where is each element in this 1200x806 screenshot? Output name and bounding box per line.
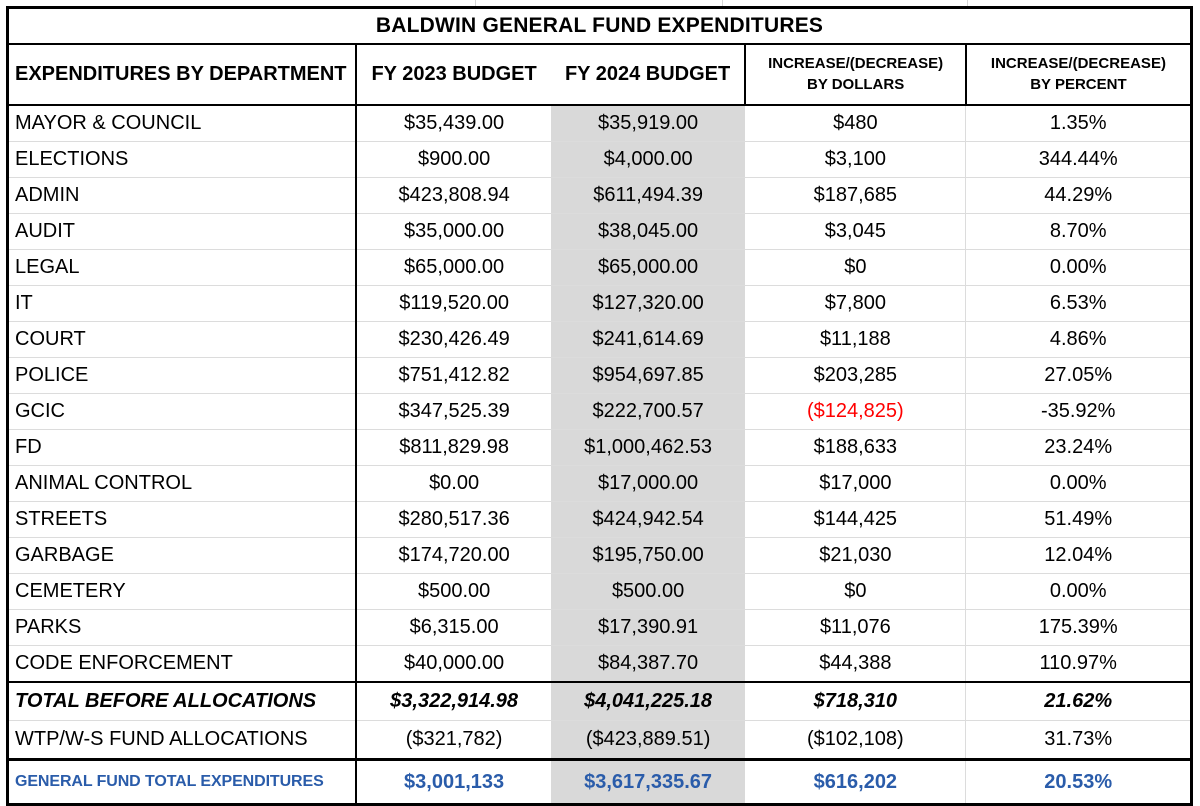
table-row	[8, 610, 1192, 646]
cell-department: WTP/W-S FUND ALLOCATIONS	[8, 721, 357, 760]
table-row	[8, 721, 1192, 760]
cell-fy2024: $84,387.70	[551, 646, 745, 683]
cell-dollars: $0	[745, 574, 966, 610]
cell-percent: 4.86%	[966, 322, 1192, 358]
table-title-row	[8, 8, 1192, 45]
cell-fy2023: $230,426.49	[356, 322, 550, 358]
table-title: BALDWIN GENERAL FUND EXPENDITURES	[8, 8, 1192, 45]
cell-fy2023: $6,315.00	[356, 610, 550, 646]
cell-fy2023: $347,525.39	[356, 394, 550, 430]
cell-percent: 31.73%	[966, 721, 1192, 760]
cell-department: IT	[8, 286, 357, 322]
cell-department: PARKS	[8, 610, 357, 646]
cell-fy2023: $0.00	[356, 466, 550, 502]
table-row	[8, 358, 1192, 394]
cell-fy2024: $611,494.39	[551, 178, 745, 214]
col-header-increase-dollars-line2: BY DOLLARS	[806, 75, 905, 93]
cell-dollars: $21,030	[745, 538, 966, 574]
expenditures-table	[6, 6, 1193, 806]
cell-department: ELECTIONS	[8, 142, 357, 178]
table-row	[8, 574, 1192, 610]
table-row	[8, 178, 1192, 214]
table-row	[8, 142, 1192, 178]
cell-dollars: $44,388	[745, 646, 966, 683]
cell-fy2024: $38,045.00	[551, 214, 745, 250]
cell-fy2024: $17,390.91	[551, 610, 745, 646]
cell-department: GENERAL FUND TOTAL EXPENDITURES	[8, 760, 357, 805]
cell-fy2023: ($321,782)	[356, 721, 550, 760]
cell-fy2024: $17,000.00	[551, 466, 745, 502]
cell-dollars: $11,188	[745, 322, 966, 358]
cell-percent: 8.70%	[966, 214, 1192, 250]
cell-percent: 344.44%	[966, 142, 1192, 178]
cell-fy2024: $241,614.69	[551, 322, 745, 358]
cell-percent: 0.00%	[966, 574, 1192, 610]
cell-fy2024: $1,000,462.53	[551, 430, 745, 466]
cell-dollars: $144,425	[745, 502, 966, 538]
cell-percent: 175.39%	[966, 610, 1192, 646]
cell-percent: 12.04%	[966, 538, 1192, 574]
cell-percent: -35.92%	[966, 394, 1192, 430]
cell-dollars: ($124,825)	[745, 394, 966, 430]
table-row	[8, 394, 1192, 430]
cell-dollars: $17,000	[745, 466, 966, 502]
cell-fy2023: $40,000.00	[356, 646, 550, 683]
table-row	[8, 250, 1192, 286]
cell-dollars: $718,310	[745, 682, 966, 721]
cell-percent: 23.24%	[966, 430, 1192, 466]
cell-percent: 0.00%	[966, 250, 1192, 286]
cell-fy2024: ($423,889.51)	[551, 721, 745, 760]
cell-percent: 51.49%	[966, 502, 1192, 538]
cell-department: CODE ENFORCEMENT	[8, 646, 357, 683]
cell-fy2024: $35,919.00	[551, 105, 745, 142]
col-header-increase-percent-line1: INCREASE/(DECREASE)	[990, 55, 1166, 73]
cell-fy2023: $35,000.00	[356, 214, 550, 250]
cell-fy2023: $3,001,133	[404, 770, 505, 793]
cell-percent: 110.97%	[966, 646, 1192, 683]
cell-percent: 27.05%	[966, 358, 1192, 394]
table-row	[8, 646, 1192, 683]
table-row	[8, 105, 1192, 142]
cell-department: FD	[8, 430, 357, 466]
cell-department: MAYOR & COUNCIL	[8, 105, 357, 142]
cell-department: AUDIT	[8, 214, 357, 250]
cell-dollars: $188,633	[745, 430, 966, 466]
table-row	[8, 502, 1192, 538]
cell-department: GCIC	[8, 394, 357, 430]
cell-dollars: ($102,108)	[745, 721, 966, 760]
cell-percent: 44.29%	[966, 178, 1192, 214]
table-row	[8, 538, 1192, 574]
table-row	[8, 214, 1192, 250]
cell-fy2024: $424,942.54	[551, 502, 745, 538]
col-header-increase-percent-line2: BY PERCENT	[1030, 75, 1127, 93]
cell-percent: 1.35%	[966, 105, 1192, 142]
col-header-increase-percent	[966, 44, 1192, 105]
cell-department: ADMIN	[8, 178, 357, 214]
table-row	[8, 466, 1192, 502]
cell-fy2024: $500.00	[551, 574, 745, 610]
cell-fy2023: $174,720.00	[356, 538, 550, 574]
cell-dollars: $480	[745, 105, 966, 142]
cell-fy2023: $119,520.00	[356, 286, 550, 322]
cell-dollars: $7,800	[745, 286, 966, 322]
cell-dollars: $3,045	[745, 214, 966, 250]
cell-fy2023: $65,000.00	[356, 250, 550, 286]
cell-fy2024: $222,700.57	[551, 394, 745, 430]
col-header-increase-dollars-line1: INCREASE/(DECREASE)	[768, 55, 944, 73]
cell-percent: 0.00%	[966, 466, 1192, 502]
table-row	[8, 682, 1192, 721]
cell-fy2024: $3,617,335.67	[551, 760, 745, 805]
table-body	[8, 105, 1192, 805]
cell-dollars: $187,685	[745, 178, 966, 214]
cell-percent: 21.62%	[966, 682, 1192, 721]
cell-department: GARBAGE	[8, 538, 357, 574]
col-header-fy2024-budget: FY 2024 BUDGET	[551, 44, 745, 105]
cell-department: TOTAL BEFORE ALLOCATIONS	[8, 682, 357, 721]
cell-fy2023: $751,412.82	[356, 358, 550, 394]
cell-dollars: $203,285	[745, 358, 966, 394]
table-header-row	[8, 44, 1192, 105]
cell-fy2023: $811,829.98	[356, 430, 550, 466]
cell-fy2023: $35,439.00	[356, 105, 550, 142]
cell-fy2024: $127,320.00	[551, 286, 745, 322]
cell-department: CEMETERY	[8, 574, 357, 610]
cell-department: COURT	[8, 322, 357, 358]
cell-dollars: $11,076	[745, 610, 966, 646]
cell-fy2023: $900.00	[356, 142, 550, 178]
cell-fy2024: $65,000.00	[551, 250, 745, 286]
cell-dollars: $3,100	[745, 142, 966, 178]
table-row	[8, 322, 1192, 358]
table-row	[8, 286, 1192, 322]
cell-department: LEGAL	[8, 250, 357, 286]
cell-fy2023: $280,517.36	[356, 502, 550, 538]
cell-percent: 6.53%	[966, 286, 1192, 322]
col-header-fy2023-budget: FY 2023 BUDGET	[356, 44, 550, 105]
table-row	[8, 430, 1192, 466]
cell-fy2024: $954,697.85	[551, 358, 745, 394]
cell-dollars: $616,202	[745, 760, 966, 805]
cell-fy2023: $423,808.94	[356, 178, 550, 214]
cell-department: POLICE	[8, 358, 357, 394]
col-header-department: EXPENDITURES BY DEPARTMENT	[8, 44, 357, 105]
cell-dollars: $0	[745, 250, 966, 286]
cell-department: STREETS	[8, 502, 357, 538]
cell-percent: 20.53%	[1044, 770, 1113, 793]
cell-fy2023: $500.00	[356, 574, 550, 610]
cell-department: ANIMAL CONTROL	[8, 466, 357, 502]
table-row	[8, 760, 1192, 805]
cell-fy2024: $4,041,225.18	[551, 682, 745, 721]
cell-fy2024: $4,000.00	[551, 142, 745, 178]
cell-fy2023: $3,322,914.98	[356, 682, 550, 721]
col-header-increase-dollars	[745, 44, 966, 105]
cell-fy2024: $195,750.00	[551, 538, 745, 574]
